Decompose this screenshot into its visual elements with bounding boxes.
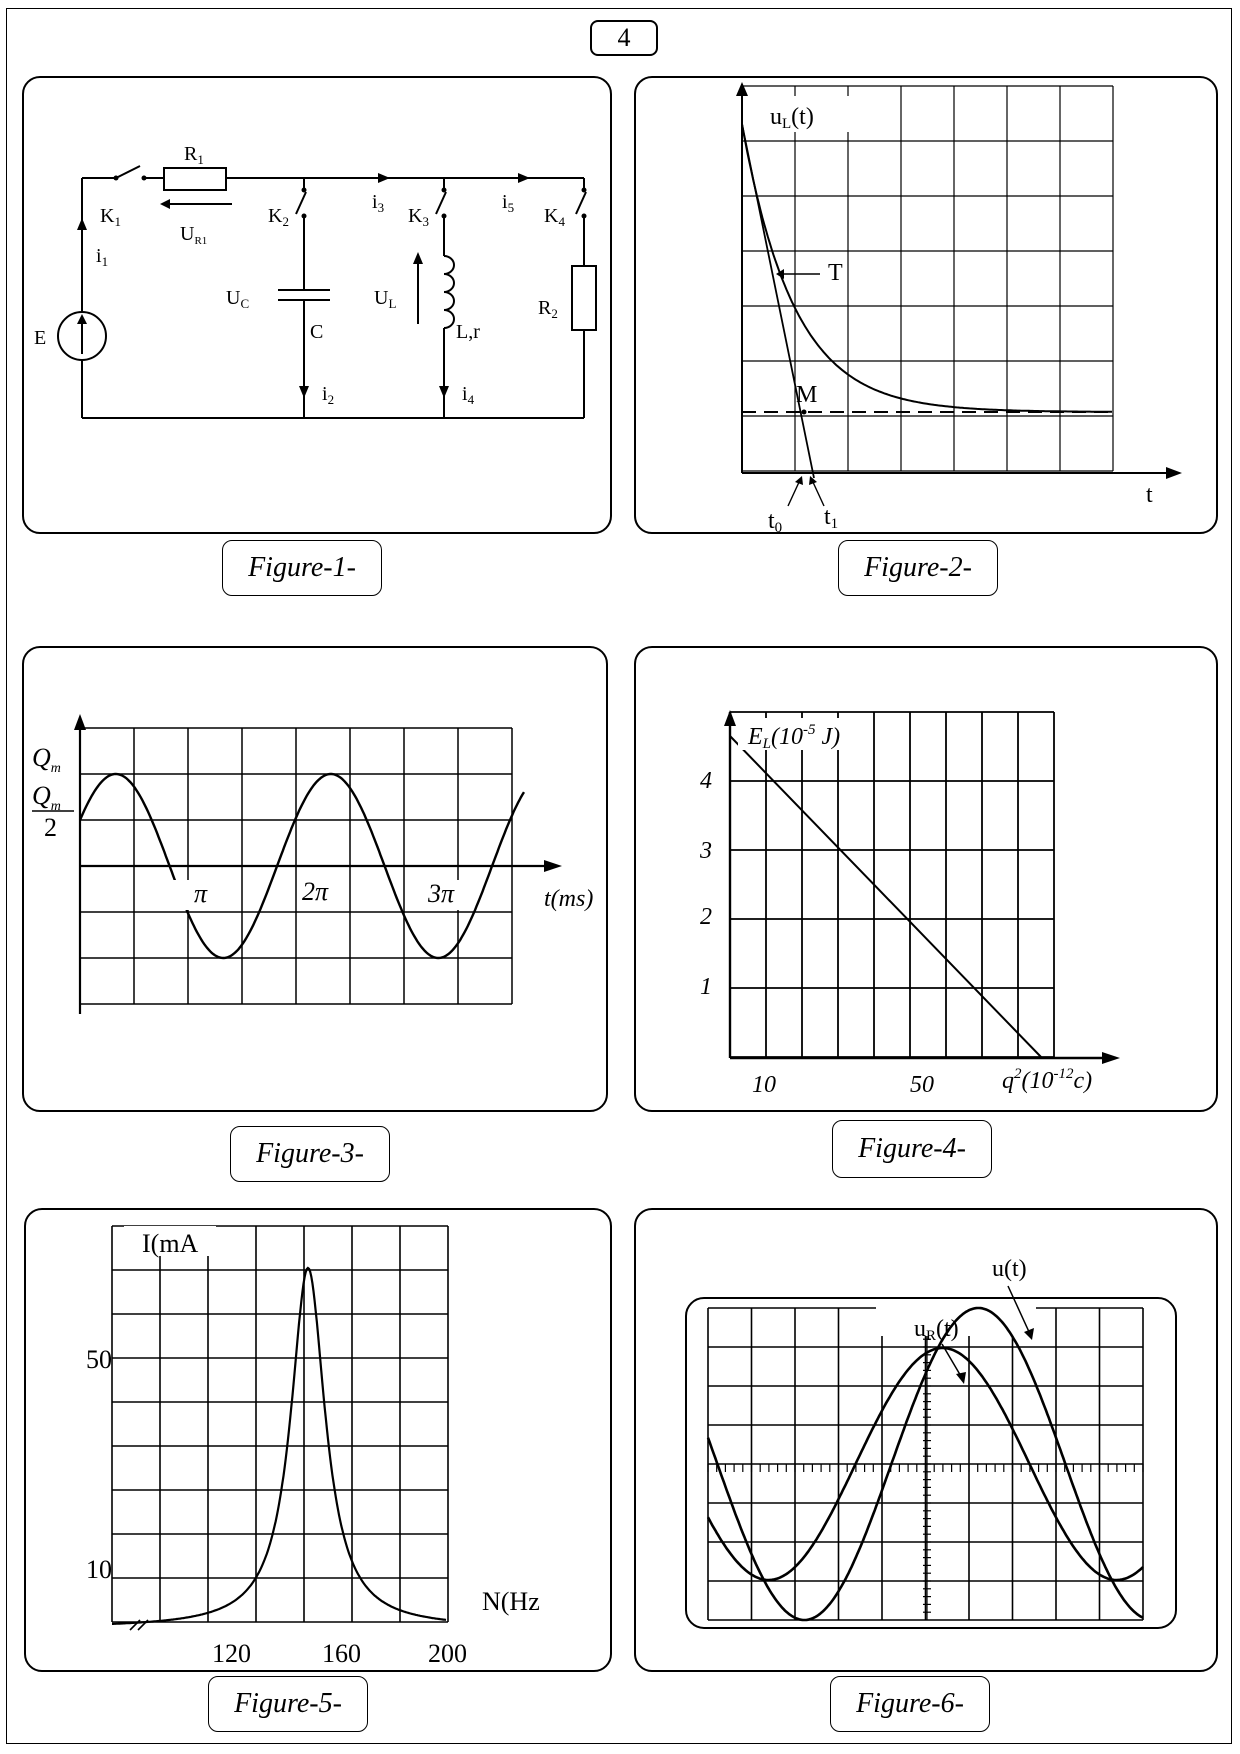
figure-4-graph — [636, 648, 1218, 1112]
svg-text:UC: $U_C$ — [226, 287, 250, 311]
figure-3-graph — [24, 648, 608, 1112]
voltage-ur1-label: U — [180, 223, 195, 245]
x-tick-160: 160 — [322, 1639, 361, 1668]
figure-4-caption: Figure-4- — [832, 1120, 992, 1178]
svg-text:q2(10-12c): $q^2(10^{-12}c)$ — [1002, 1066, 1093, 1094]
svg-text:i2: $i_2$ — [322, 383, 335, 407]
ul-axis-label: u — [770, 104, 782, 130]
y-tick-3: 3 — [700, 838, 712, 864]
x-tick-120: 120 — [212, 1639, 251, 1668]
figure-4-panel — [634, 646, 1218, 1112]
switch-k2-label: K — [268, 205, 283, 227]
figure-6-oscilloscope — [636, 1210, 1218, 1672]
y-tick-4: 4 — [700, 768, 712, 794]
t-axis-label: t — [1146, 482, 1153, 508]
current-i3-label: i — [372, 191, 378, 213]
current-i5-label: i — [502, 191, 508, 213]
y-tick-2: 2 — [700, 904, 712, 930]
voltage-ul-label: U — [374, 287, 389, 309]
x-tick-50: 50 — [910, 1072, 934, 1098]
figure-5-caption: Figure-5- — [208, 1676, 368, 1732]
current-i1-label: i — [96, 245, 102, 267]
current-i4-label: i — [462, 383, 468, 405]
svg-text:Qm: $Q_m$ — [32, 781, 61, 814]
circuit-diagram — [24, 78, 612, 534]
svg-text:K4: $K_4$ — [544, 205, 565, 229]
svg-text:Qm: $Q_m$ — [32, 743, 61, 776]
svg-text:i1: $i_1$ — [96, 245, 109, 269]
svg-text:UR1: $U_{R1}$ — [180, 223, 208, 247]
point-m-label: M — [796, 382, 818, 408]
grid — [730, 712, 1054, 1057]
t1-label: t — [824, 504, 831, 530]
x-tick-10: 10 — [752, 1072, 776, 1098]
resistor-r1-label: R — [184, 143, 198, 165]
figure-3-panel — [22, 646, 608, 1112]
svg-text:i3: $i_3$ — [372, 191, 385, 215]
current-i2-label: i — [322, 383, 328, 405]
figure-1-caption: Figure-1- — [222, 540, 382, 596]
svg-text:i4: $i_4$ — [462, 383, 475, 407]
qm-half-denominator: 2 — [44, 813, 57, 842]
x-tick-2pi: 2π — [302, 877, 329, 906]
resistor-r2-label: R — [538, 297, 552, 319]
ur-curve-label: u — [914, 1316, 926, 1342]
grid — [742, 86, 1113, 471]
y-tick-10: 10 — [86, 1555, 112, 1584]
figure-5-panel — [24, 1208, 612, 1672]
ul-curve — [742, 124, 1112, 412]
svg-text:i5: $i_5$ — [502, 191, 515, 215]
frequency-axis-label: N(Hz — [482, 1587, 540, 1616]
figure-2-graph — [636, 78, 1218, 534]
capacitor-label: C — [310, 321, 324, 343]
svg-text:R1: $R_1$ — [184, 143, 204, 167]
inductor-label: L,r — [456, 321, 480, 343]
x-tick-200: 200 — [428, 1639, 467, 1668]
svg-text:R2: $R_2$ — [538, 297, 558, 321]
svg-text:uL(t): uL(t) — [770, 104, 814, 132]
y-tick-1: 1 — [700, 974, 712, 1000]
svg-text:EL(10-5 J): $EL(10^{-5}$ J) — [748, 722, 841, 752]
figure-3-caption: Figure-3- — [230, 1126, 390, 1182]
figure-6-panel — [634, 1208, 1218, 1672]
switch-k4-label: K — [544, 205, 559, 227]
qm-label: Q — [32, 743, 51, 772]
el-axis-label: E — [748, 724, 763, 750]
page-number: 4 — [590, 20, 658, 56]
grid — [112, 1226, 448, 1622]
svg-text:K3: $K_3$ — [408, 205, 429, 229]
q2-axis-label: q — [1002, 1068, 1014, 1094]
svg-text:t1: t1 — [824, 504, 839, 532]
y-tick-50: 50 — [86, 1345, 112, 1374]
svg-text:K2: $K_2$ — [268, 205, 289, 229]
switch-k1-label: K — [100, 205, 115, 227]
figure-1-panel — [22, 76, 612, 534]
svg-text:uR(t): uR(t) — [914, 1316, 959, 1344]
figure-2-caption: Figure-2- — [838, 540, 998, 596]
x-tick-pi: π — [194, 879, 208, 908]
svg-text:UL: $U_L$ — [374, 287, 397, 311]
svg-text:K1: $K_1$ — [100, 205, 121, 229]
energy-line — [730, 736, 1042, 1058]
x-tick-3pi: 3π — [428, 879, 455, 908]
t-ms-axis-label: t(ms) — [544, 886, 594, 912]
source-label: E — [34, 327, 47, 349]
figure-2-panel — [634, 76, 1218, 534]
u-curve-label: u(t) — [992, 1256, 1027, 1282]
figure-5-graph — [26, 1210, 612, 1672]
svg-text:t0: t0 — [768, 508, 783, 536]
tangent-label: T — [828, 260, 843, 286]
switch-k3-label: K — [408, 205, 423, 227]
figure-6-caption: Figure-6- — [830, 1676, 990, 1732]
t0-label: t — [768, 508, 775, 534]
voltage-uc-label: U — [226, 287, 241, 309]
current-axis-label: I(mA — [142, 1229, 199, 1258]
qm-half-label: Q — [32, 781, 51, 810]
